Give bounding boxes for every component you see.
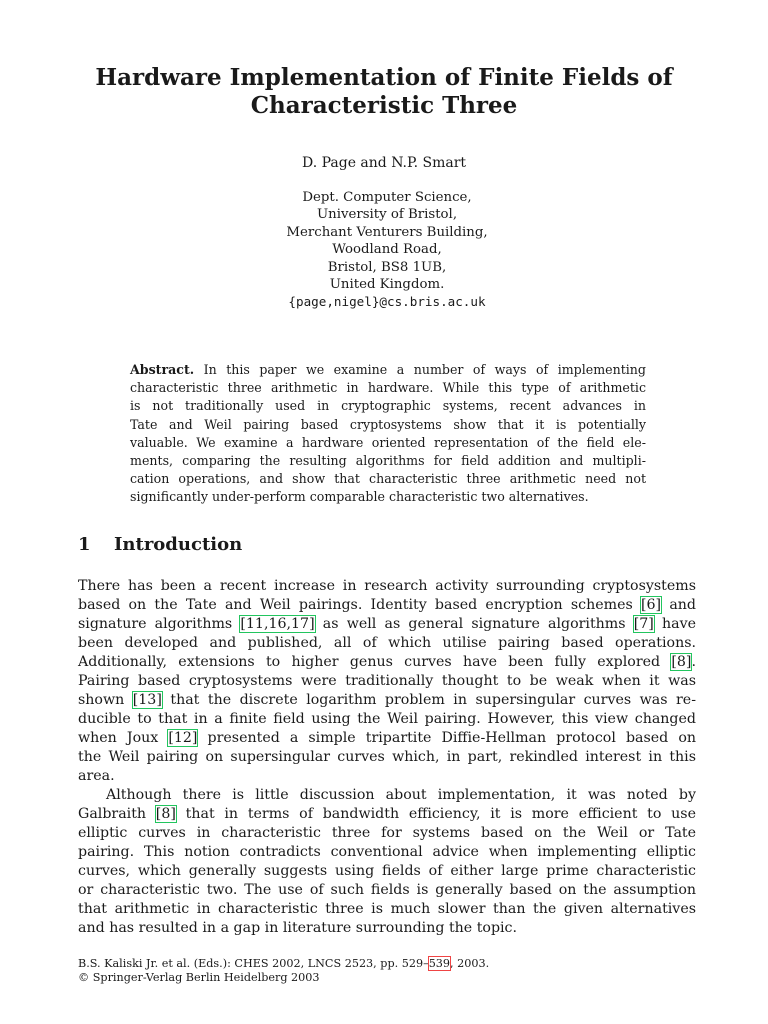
body-line [78, 862, 696, 881]
body-text-segment: Additionally, extensions to higher genus curves have been fully explored [78, 654, 672, 670]
body-text-segment: or characteristic two. The use of such fields is generally based on the assumption [78, 882, 696, 898]
body-text-segment: pairing. This notion contradicts conventional advice when implementing elliptic [78, 844, 696, 860]
title-line-2: Characteristic Three [250, 92, 518, 119]
abstract-line [130, 361, 646, 379]
citation-link[interactable]: [13] [132, 692, 162, 708]
body-text-segment: and has resulted in a gap in literature surrounding the topic. [78, 920, 518, 936]
citation-link[interactable]: [7] [633, 616, 654, 632]
citation-year: , 2003. [450, 957, 490, 970]
body-text-segment: presented a simple tripartite Diffie-Hellman protocol based on [197, 730, 697, 746]
body-text-segment: ducible to that in a finite field using the Weil pairing. However, this view changed [78, 711, 696, 727]
body-text [78, 577, 696, 938]
body-line [78, 653, 696, 672]
body-text-segment: signature algorithms [78, 616, 241, 632]
section-title: Introduction [114, 534, 243, 555]
body-text-segment: area. [78, 768, 115, 784]
abstract-text: cation operations, and show that characteristic three arithmetic need not [130, 471, 646, 487]
body-line [78, 710, 696, 729]
body-text-segment: when Joux [78, 730, 169, 746]
abstract-line [130, 379, 646, 397]
body-line [78, 672, 696, 691]
copyright-line: © Springer-Verlag Berlin Heidelberg 2003 [78, 971, 320, 984]
abstract-line [130, 452, 646, 470]
body-line [78, 900, 696, 919]
body-text-segment: that in terms of bandwidth efficiency, it is more efficient to use [175, 806, 696, 822]
body-line [78, 596, 696, 615]
body-line [78, 881, 696, 900]
section-heading [78, 532, 242, 558]
title-line-1: Hardware Implementation of Finite Fields of [95, 64, 673, 91]
body-text-segment: elliptic curves in characteristic three for systems based on the Weil or Tate [78, 825, 696, 841]
affiliation-line: Merchant Venturers Building, [286, 224, 488, 240]
body-text-segment: There has been a recent increase in research activity surrounding cryptosystems [78, 578, 696, 594]
author-list: D. Page and N.P. Smart [301, 155, 467, 171]
body-text-segment: curves, which generally suggests using fields of either large prime characteristic [78, 863, 696, 879]
author-email: {page,nigel}@cs.bris.ac.uk [288, 294, 486, 310]
abstract-line [130, 416, 646, 434]
body-text-segment: the Weil pairing on supersingular curves which, in part, rekindled interest in this [78, 749, 696, 765]
citation-link[interactable]: [12] [168, 730, 198, 746]
citation-link[interactable]: [8] [671, 654, 692, 670]
abstract-text: In this paper we examine a number of ways of implementing [203, 362, 646, 377]
affiliation-line: Woodland Road, [332, 242, 442, 258]
abstract-line [130, 397, 646, 415]
abstract-heading: Abstract. [130, 362, 195, 377]
body-line [78, 634, 696, 653]
body-line [78, 729, 696, 748]
affiliation-line: United Kingdom. [329, 277, 445, 293]
body-line [78, 786, 696, 805]
abstract-line [130, 488, 646, 506]
citation-link[interactable]: [11,16,17] [240, 616, 315, 632]
body-line [78, 577, 696, 596]
body-text-segment: that arithmetic in characteristic three is much slower than the given alternatives [78, 901, 696, 917]
paper-title [0, 64, 768, 120]
affiliation-line: University of Bristol, [316, 207, 458, 223]
body-line [78, 824, 696, 843]
body-text-segment: have [653, 616, 697, 632]
body-line [78, 691, 696, 710]
citation-text: B.S. Kaliski Jr. et al. (Eds.): CHES 2002, LNCS 2523, pp. 529– [78, 957, 429, 970]
body-line [78, 919, 696, 938]
body-text-segment: shown [78, 692, 133, 708]
body-text-segment: Although there is little discussion about implementation, it was noted by [106, 787, 696, 803]
abstract-text: ments, comparing the resulting algorithms for field addition and multipli- [130, 453, 646, 469]
abstract-text: is not traditionally used in cryptographic systems, recent advances in [130, 398, 646, 414]
page-range-link[interactable]: 539 [428, 957, 451, 970]
body-line [78, 767, 696, 786]
abstract-text: Tate and Weil pairing based cryptosystems show that it is potentially [130, 416, 646, 432]
affiliation-line: Dept. Computer Science, [302, 190, 472, 205]
citation-line [78, 957, 696, 971]
body-line [78, 843, 696, 862]
body-line [78, 748, 696, 767]
body-line [78, 615, 696, 634]
body-text-segment: been developed and published, all of which utilise pairing based operations. [78, 635, 696, 651]
citation-link[interactable]: [6] [641, 597, 662, 613]
affiliation-line: Bristol, BS8 1UB, [327, 259, 447, 275]
abstract-text: characteristic three arithmetic in hardware. While this type of arithmetic [130, 380, 646, 396]
body-line [78, 805, 696, 824]
section-number: 1 [78, 534, 91, 555]
body-text-segment: . [691, 654, 696, 670]
abstract [130, 361, 646, 507]
abstract-text: valuable. We examine a hardware oriented representation of the field ele- [130, 434, 646, 450]
abstract-text: significantly under-perform comparable characteristic two alternatives. [130, 489, 589, 505]
body-text-segment: based on the Tate and Weil pairings. Identity based encryption schemes [78, 597, 641, 613]
citation-link[interactable]: [8] [155, 806, 176, 822]
abstract-line [130, 470, 646, 488]
body-text-segment: that the discrete logarithm problem in supersingular curves was re- [161, 692, 696, 708]
body-text-segment: and [661, 597, 696, 613]
page-footer [78, 957, 696, 985]
body-text-segment: as well as general signature algorithms [314, 616, 634, 632]
abstract-line [130, 434, 646, 452]
affiliation-block [0, 189, 768, 311]
body-text-segment: Pairing based cryptosystems were traditionally thought to be weak when it was [78, 673, 696, 689]
body-text-segment: Galbraith [78, 806, 156, 822]
